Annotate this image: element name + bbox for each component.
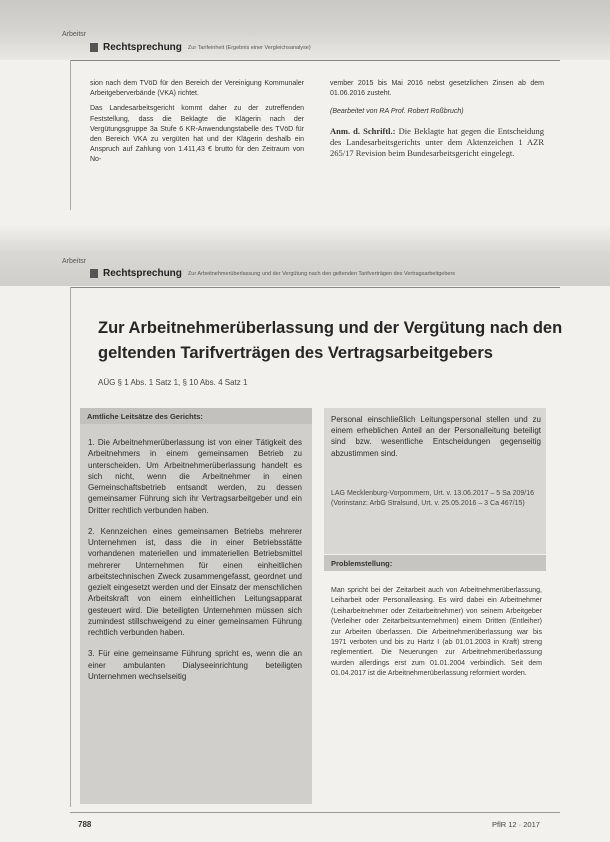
top-rubric-title: Rechtsprechung	[103, 42, 182, 53]
top-divider	[70, 60, 560, 61]
article-left-margin-rule	[70, 287, 71, 807]
author-note-label: Anm. d. Schriftl.:	[330, 125, 396, 136]
problem-statement-heading: Problemstellung:	[324, 555, 546, 571]
guiding-principles-heading: Amtliche Leitsätze des Gerichts:	[80, 408, 312, 424]
rubric-square-icon	[90, 269, 98, 278]
issue-label: PflR 12 · 2017	[492, 820, 540, 829]
top-left-margin-rule	[70, 60, 71, 210]
top-section-tag: Arbeitsr	[62, 31, 87, 38]
top-right-paragraph-1: vember 2015 bis Mai 2016 nebst gesetzlichen Zinsen ab dem 01.06.2016 zusteht.	[330, 80, 544, 98]
article-rubric-subtitle: Zur Arbeitnehmerüberlassung und der Vergütung nach den geltenden Tarifverträgen des Vertragsarbeitgebers	[187, 270, 456, 277]
footer-rule	[70, 812, 560, 813]
principle-3: 3. Für eine gemeinsame Führung spricht es, wenn die an einer ambulanten Dialyseeinrichtung beteiligten Unternehmen wechselseitig	[88, 649, 302, 681]
editor-note: (Bearbeitet von RA Prof. Robert Roßbruch)	[330, 108, 464, 116]
court-citation: LAG Mecklenburg-Vorpommern, Urt. v. 13.06.2017 – 5 Sa 209/16 (Vorinstanz: ArbG Stralsund, Urt. v. 25.05.2016 – 3 Ca 467/15)	[331, 490, 534, 507]
guiding-principles-body	[88, 437, 302, 692]
author-note-text: Die Beklagte hat gegen die Entscheidung des Landesarbeitsgerichts unter dem Aktenzeichen 1 AZR 265/17 Revision beim Bundesarbeitsgericht eingelegt.	[330, 125, 545, 158]
principle-1: 1. Die Arbeitnehmerüberlassung ist von einer Tätigkeit des Arbeitnehmers in einem gemeinsamen Betrieb zu unterscheiden. Um Arbeitnehmerüberlassung handelt es sich nicht, wenn die Arbeitnehmer in einen Gemeinschaftsbetrieb entsandt werden, zu dessen gemeinsamer Führung sich ihr Vertragsarbeitgeber und ein Dritter rechtlich verbunden haben.	[88, 438, 302, 515]
article-rubric-title: Rechtsprechung	[103, 268, 182, 279]
continuation-text: Personal einschließlich Leitungspersonal stellen und zu einem erheblichen Anteil an der Personalleitung beteiligt sind bzw. wesentliche Entscheidungen gegenseitig abzustimmen sind.	[331, 415, 541, 458]
top-left-paragraph-2: Das Landesarbeitsgericht kommt daher zu der zutreffenden Feststellung, dass die Beklagte die Klägerin nach der Vergütungsgruppe 3a Stufe 6 KR-Anwendungstabelle des TVöD für den Bereich VKA zu vergüten hat und der Klägerin deshalb ein Anspruch auf Zahlung von 1.411,43 € brutto für den Zeitraum von No-	[90, 105, 304, 164]
law-reference: AÜG § 1 Abs. 1 Satz 1, § 10 Abs. 4 Satz 1	[98, 378, 248, 387]
article-section-tag: Arbeitsr	[62, 258, 87, 265]
page-number: 788	[78, 820, 92, 829]
top-right-column	[330, 79, 544, 164]
article-divider	[70, 287, 560, 288]
principle-2: 2. Kennzeichen eines gemeinsamen Betriebs mehrerer Unternehmen ist, dass die in einer Betriebsstätte vorhandenen materiellen und immateriellen Betriebsmittel mehrerer Unternehmen für einen einheitlichen arbeitstechnischen Zweck zusammengefasst, geordnet und gezielt eingesetzt werden und der Einsatz der menschlichen Arbeitskraft von einem einheitlichen Leitungsapparat gesteuert wird. Die beteiligten Unternehmen müssen sich zumindest stillschweigend zu einer gemeinsamen Führung rechtlich verbunden haben.	[88, 526, 302, 637]
rubric-square-icon	[90, 43, 98, 52]
top-rubric	[90, 42, 311, 53]
author-note	[330, 126, 544, 159]
top-rubric-subtitle: Zur Tarifeinheit (Ergebnis einer Vergleichsanalyse)	[187, 44, 311, 51]
top-left-column	[90, 79, 304, 171]
problem-statement-body: Man spricht bei der Zeitarbeit auch von Arbeitnehmerüberlassung, Leiharbeit oder Personalleasing. Es wird dabei ein Arbeitnehmer (Leiharbeitnehmer oder Zeitarbeitnehmer) von seinem Arbeitgeber (Verleiher oder Zeitarbeitsunternehmen) einem Dritten (Entleiher) zur Arbeiten überlassen. Die Arbeitnehmerüberlassung war bis 1971 verboten und bis zu Hartz I (ab 01.01.2003 in Kraft) streng reglementiert. Die Neuerungen zur Arbeitnehmerüberlassung wurden allerdings erst zum 01.01.2004 verbindlich. Seit dem 01.04.2017 ist die Arbeitnehmerüberlassung reformiert worden.	[331, 587, 542, 678]
article-rubric	[90, 268, 455, 279]
top-left-paragraph-1: sion nach dem TVöD für den Bereich der Vereinigung Kommunaler Arbeitgeberverbände (VKA) richtet.	[90, 80, 304, 98]
article-title: Zur Arbeitnehmerüberlassung und der Vergütung nach den geltenden Tarifverträgen des Vertragsarbeitgebers	[98, 319, 563, 362]
